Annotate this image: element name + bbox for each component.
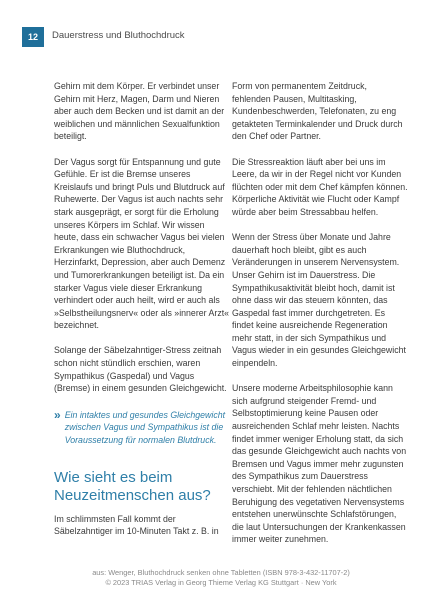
body-paragraph: Im schlimmsten Fall kommt der Säbelzahntiger im 10-Minuten Takt z. B. in [54,513,219,537]
pull-quote [54,409,230,447]
quote-marker-icon: » [54,407,61,422]
copyright-footer [0,568,442,587]
body-paragraph: Solange der Säbelzahntiger-Stress zeitnah schon nicht stündlich erschien, waren Sympathikus (Gaspedal) und Vagus (Bremse) in einem gesunden Gleichgewicht. [54,345,227,394]
section-heading: Wie sieht es beim Neuzeitmenschen aus? [54,468,211,504]
body-paragraph: Der Vagus sorgt für Entspannung und gute Gefühle. Er ist die Bremse unseres Kreislaufs und bringt Puls und Blutdruck auf Ruhewerte. Der Vagus ist auch nachts sehr stark ausgeprägt, er sorgt für die Erholung unseres Körpers im Schlaf. Wir wissen heute, dass ein schwacher Vagus bei vielen Erkrankungen wie Bluthochdruck, Herzinfarkt, Depression, aber auch Demenz und Tumorerkrankungen beteiligt ist. Da ein starker Vagus viele dieser Erkrankung verhindert oder auch heilt, wird er auch als »Selbstheilungsnerv« oder als »innerer Arzt« bezeichnet. [54,156,230,331]
footer-copyright-line: © 2023 TRIAS Verlag in Georg Thieme Verlag KG Stuttgart · New York [105,577,337,587]
running-title: Dauerstress und Bluthochdruck [52,30,185,41]
page-number: 12 [22,27,44,47]
body-paragraph: Die Stressreaktion läuft aber bei uns im Leere, da wir in der Regel nicht vor Kunden flüchten oder mit dem Chef kämpfen können. Körperliche Aktivität wie Flucht oder Kampf würde aber beim Stressabbau helfen. [232,156,408,217]
body-paragraph: Unsere moderne Arbeitsphilosophie kann sich aufgrund steigender Fremd- und Selbstoptimierung keine Pausen oder ausreichenden Schlaf mehr leisten. Nachts findet immer weniger Erholung statt, da sich das gesunde Gleichgewicht auch nachts von Bremsen und Vagus immer mehr zugunsten des Sympathikus zum Dauerstress verschiebt. Mit der fehlenden nächtlichen Beruhigung des vegetativen Nervensystems entstehen unerwünschte Schlafstörungen, die laut Untersuchungen der Krankenkassen immer weiter zunehmen. [232,383,407,545]
right-column [232,80,408,559]
pull-quote-text: Ein intaktes und gesundes Gleichgewicht zwischen Vagus und Sympathikus ist die Voraussetzung für normalen Blutdruck. [64,409,226,446]
footer-source-line: aus: Wenger, Bluthochdruck senken ohne Tabletten (ISBN 978-3-432-11707-2) [92,568,350,577]
left-column [54,80,230,550]
body-paragraph: Gehirn mit dem Körper. Er verbindet unser Gehirn mit Herz, Magen, Darm und Nieren aber auch dem Becken und ist damit an der weiblichen und männlichen Sexualfunktion beteiligt. [54,81,225,142]
body-paragraph: Wenn der Stress über Monate und Jahre dauerhaft hoch bleibt, gibt es auch Veränderungen in unserem Nervensystem. Unser Gehirn ist im Dauerstress. Die Sympathikusaktivität bleibt hoch, damit ist ohne dass wir das steuern könnten, das Gaspedal fast immer durchgetreten. Es findet keine ausreichende Regeneration mehr statt, in der sich Sympathikus und Vagus wieder in ein gesundes Gleichgewicht einpendeln. [232,232,406,369]
body-paragraph: Form von permanentem Zeitdruck, fehlenden Pausen, Multitasking, Kundenbeschwerden, Telefonaten, zu eng getakteten Terminkalender und Druck durch den Chef oder Partner. [232,81,403,142]
